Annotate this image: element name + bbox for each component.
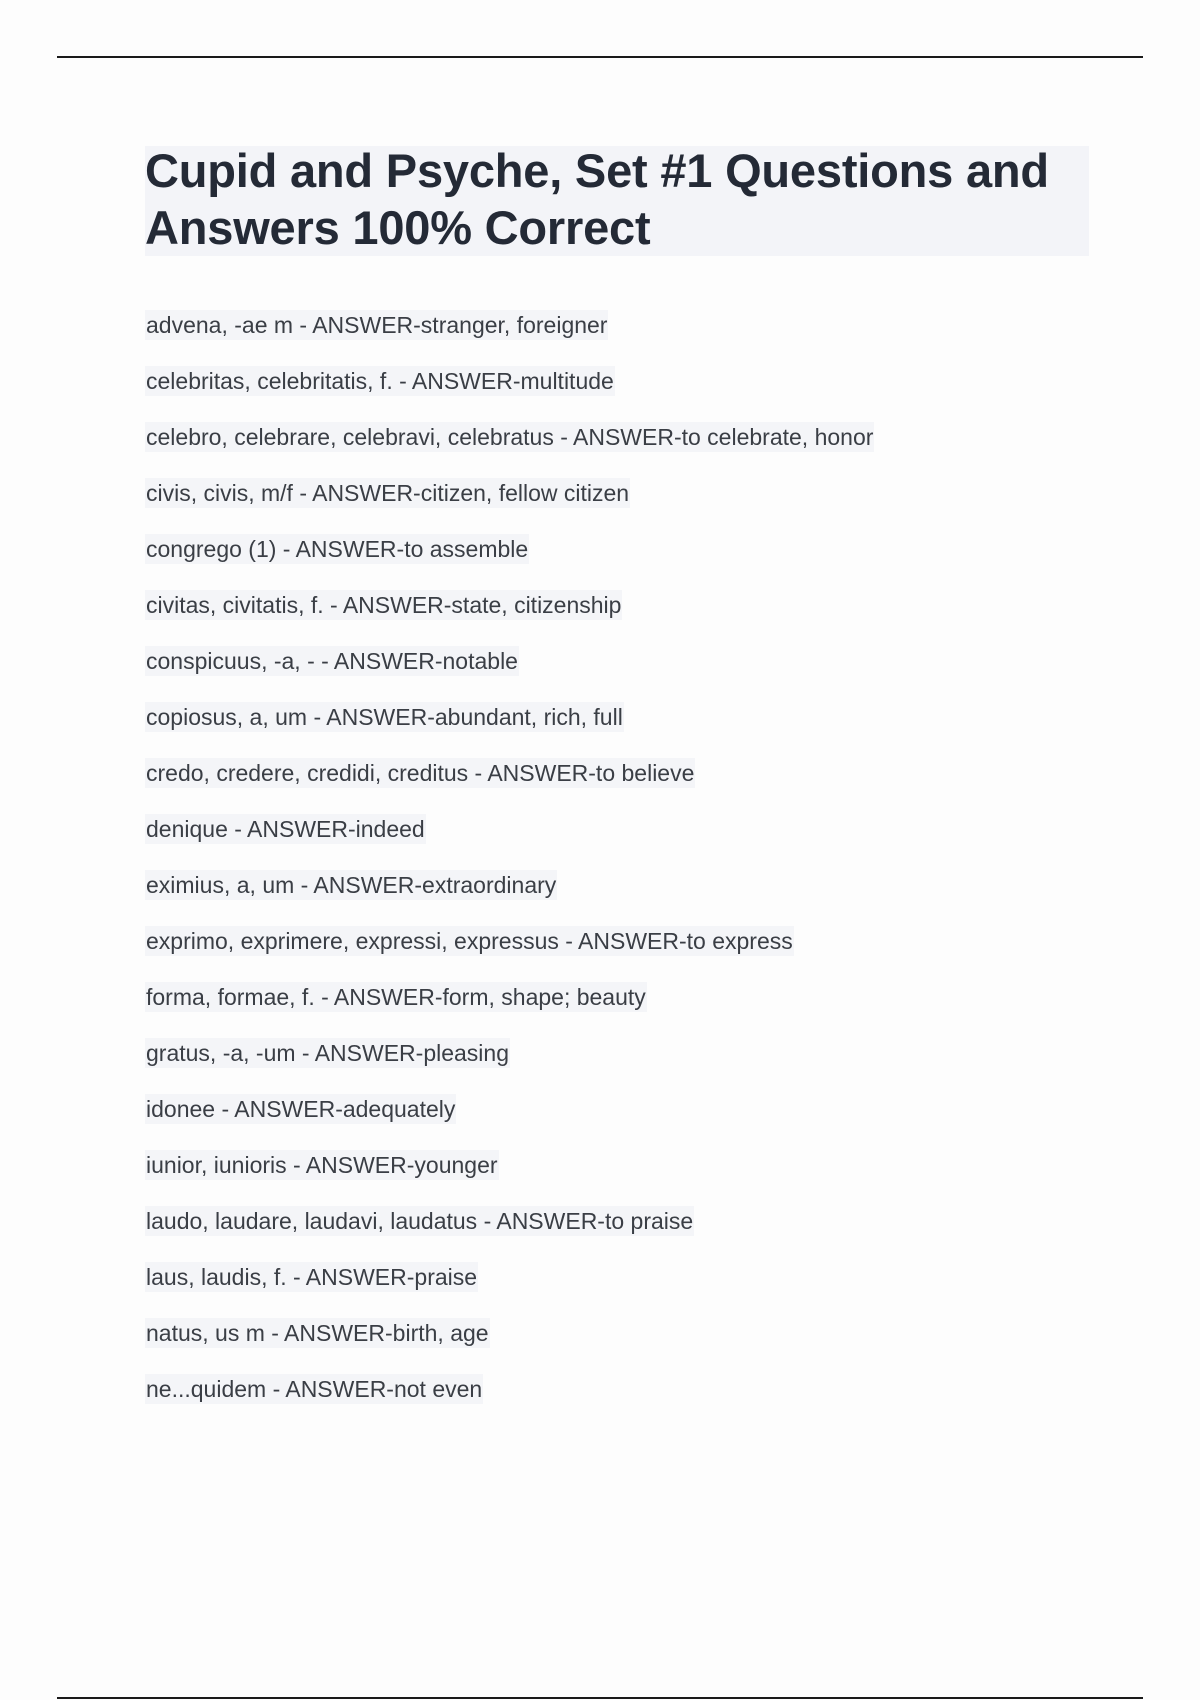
qa-text: forma, formae, f. - ANSWER-form, shape; beauty bbox=[146, 984, 646, 1010]
qa-text: celebro, celebrare, celebravi, celebratus - ANSWER-to celebrate, honor bbox=[146, 424, 874, 450]
list-item bbox=[145, 870, 874, 926]
qa-text: conspicuus, -a, - - ANSWER-notable bbox=[146, 648, 518, 674]
qa-text: congrego (1) - ANSWER-to assemble bbox=[146, 536, 529, 562]
list-item bbox=[145, 1374, 874, 1430]
list-item bbox=[145, 982, 874, 1038]
qa-text: advena, -ae m - ANSWER-stranger, foreigner bbox=[146, 312, 608, 338]
list-item bbox=[145, 926, 874, 982]
qa-text: civitas, civitatis, f. - ANSWER-state, citizenship bbox=[146, 592, 622, 618]
footer-rule bbox=[57, 1697, 1143, 1699]
list-item bbox=[145, 422, 874, 478]
list-item bbox=[145, 1094, 874, 1150]
qa-list bbox=[145, 310, 874, 1430]
document-title: Cupid and Psyche, Set #1 Questions and Answers 100% Correct bbox=[145, 144, 1049, 254]
list-item bbox=[145, 814, 874, 870]
qa-text: laus, laudis, f. - ANSWER-praise bbox=[146, 1264, 478, 1290]
qa-text: laudo, laudare, laudavi, laudatus - ANSWER-to praise bbox=[146, 1208, 694, 1234]
list-item bbox=[145, 702, 874, 758]
list-item bbox=[145, 1150, 874, 1206]
qa-text: iunior, iunioris - ANSWER-younger bbox=[146, 1152, 498, 1178]
qa-text: celebritas, celebritatis, f. - ANSWER-multitude bbox=[146, 368, 614, 394]
qa-text: idonee - ANSWER-adequately bbox=[146, 1096, 456, 1122]
list-item bbox=[145, 1038, 874, 1094]
list-item bbox=[145, 646, 874, 702]
qa-text: ne...quidem - ANSWER-not even bbox=[146, 1376, 483, 1402]
list-item bbox=[145, 758, 874, 814]
qa-text: civis, civis, m/f - ANSWER-citizen, fellow citizen bbox=[146, 480, 630, 506]
list-item bbox=[145, 310, 874, 366]
list-item bbox=[145, 366, 874, 422]
list-item bbox=[145, 1318, 874, 1374]
list-item bbox=[145, 1262, 874, 1318]
list-item bbox=[145, 590, 874, 646]
list-item bbox=[145, 478, 874, 534]
qa-text: eximius, a, um - ANSWER-extraordinary bbox=[146, 872, 557, 898]
qa-text: credo, credere, credidi, creditus - ANSWER-to believe bbox=[146, 760, 695, 786]
qa-text: natus, us m - ANSWER-birth, age bbox=[146, 1320, 489, 1346]
qa-text: exprimo, exprimere, expressi, expressus - ANSWER-to express bbox=[146, 928, 793, 954]
qa-text: gratus, -a, -um - ANSWER-pleasing bbox=[146, 1040, 510, 1066]
list-item bbox=[145, 534, 874, 590]
qa-text: denique - ANSWER-indeed bbox=[146, 816, 425, 842]
header-rule bbox=[57, 56, 1143, 58]
qa-text: copiosus, a, um - ANSWER-abundant, rich, full bbox=[146, 704, 623, 730]
list-item bbox=[145, 1206, 874, 1262]
